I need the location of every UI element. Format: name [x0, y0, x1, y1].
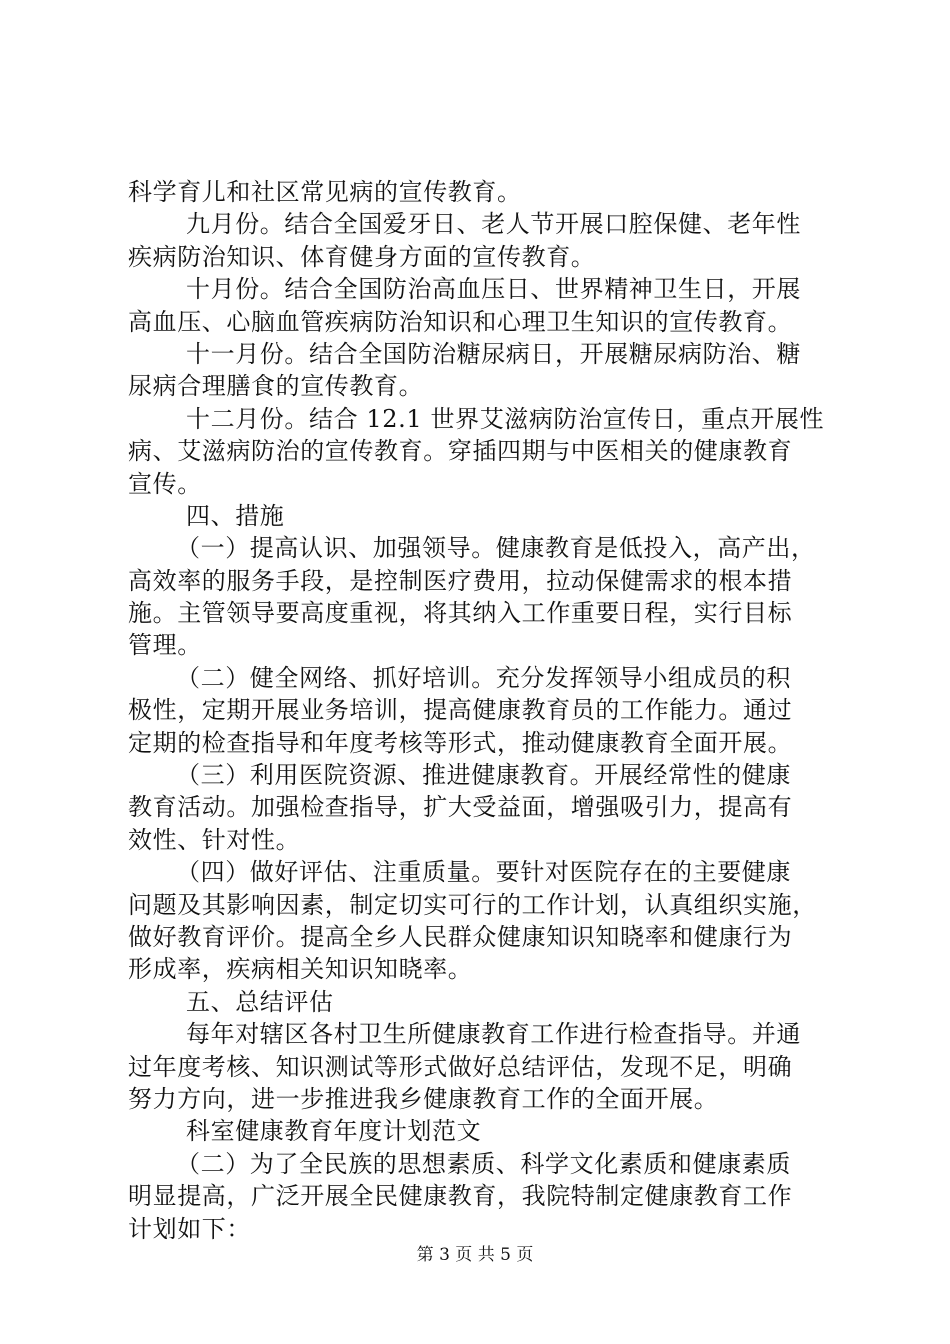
text-line: 施。主管领导要高度重视，将其纳入工作重要日程，实行目标	[128, 599, 793, 628]
text-line: 疾病防治知识、体育健身方面的宣传教育。	[128, 242, 596, 271]
text-line: 效性、针对性。	[128, 825, 301, 854]
section-heading: 四、措施	[186, 501, 285, 530]
text-line: （三）利用医院资源、推进健康教育。开展经常性的健康	[176, 761, 791, 790]
section-heading: 五、总结评估	[186, 987, 334, 1016]
text-line: 教育活动。加强检查指导，扩大受益面，增强吸引力，提高有	[128, 793, 793, 822]
text-line: 高效率的服务手段，是控制医疗费用，拉动保健需求的根本措	[128, 566, 793, 595]
text-line: 定期的检查指导和年度考核等形式，推动健康教育全面开展。	[128, 728, 793, 757]
text-line: 努力方向，进一步推进我乡健康教育工作的全面开展。	[128, 1084, 719, 1113]
text-line: 每年对辖区各村卫生所健康教育工作进行检查指导。并通	[186, 1020, 801, 1049]
text-line: 宣传。	[128, 469, 202, 498]
text-line: （二）为了全民族的思想素质、科学文化素质和健康素质	[176, 1149, 791, 1178]
text-line: 病、艾滋病防治的宣传教育。穿插四期与中医相关的健康教育	[128, 437, 793, 466]
text-line: 十二月份。结合 12.1 世界艾滋病防治宣传日，重点开展性	[186, 404, 825, 433]
text-line: 高血压、心脑血管疾病防治知识和心理卫生知识的宣传教育。	[128, 307, 793, 336]
text-line: 极性，定期开展业务培训，提高健康教育员的工作能力。通过	[128, 696, 793, 725]
text-line: 形成率，疾病相关知识知晓率。	[128, 955, 473, 984]
text-line: 明显提高，广泛开展全民健康教育，我院特制定健康教育工作	[128, 1182, 793, 1211]
text-line: （二）健全网络、抓好培训。充分发挥领导小组成员的积	[176, 663, 791, 692]
text-line: 问题及其影响因素，制定切实可行的工作计划，认真组织实施，	[128, 890, 817, 919]
text-line: 计划如下：	[128, 1214, 251, 1243]
text-line: 做好教育评价。提高全乡人民群众健康知识知晓率和健康行为	[128, 922, 793, 951]
text-line: 十一月份。结合全国防治糖尿病日，开展糖尿病防治、糖	[186, 339, 801, 368]
document-body	[128, 176, 838, 1245]
text-line: （四）做好评估、注重质量。要针对医院存在的主要健康	[176, 858, 791, 887]
text-line: （一）提高认识、加强领导。健康教育是低投入，高产出，	[176, 534, 816, 563]
subsection-title: 科室健康教育年度计划范文	[186, 1117, 482, 1146]
text-line: 十月份。结合全国防治高血压日、世界精神卫生日，开展	[186, 275, 801, 304]
text-line: 管理。	[128, 631, 202, 660]
text-line: 九月份。结合全国爱牙日、老人节开展口腔保健、老年性	[186, 210, 801, 239]
text-line: 过年度考核、知识测试等形式做好总结评估，发现不足，明确	[128, 1052, 793, 1081]
text-line: 科学育儿和社区常见病的宣传教育。	[128, 178, 522, 206]
text-line: 尿病合理膳食的宣传教育。	[128, 372, 424, 401]
page-number-footer: 第 3 页 共 5 页	[416, 1245, 534, 1265]
